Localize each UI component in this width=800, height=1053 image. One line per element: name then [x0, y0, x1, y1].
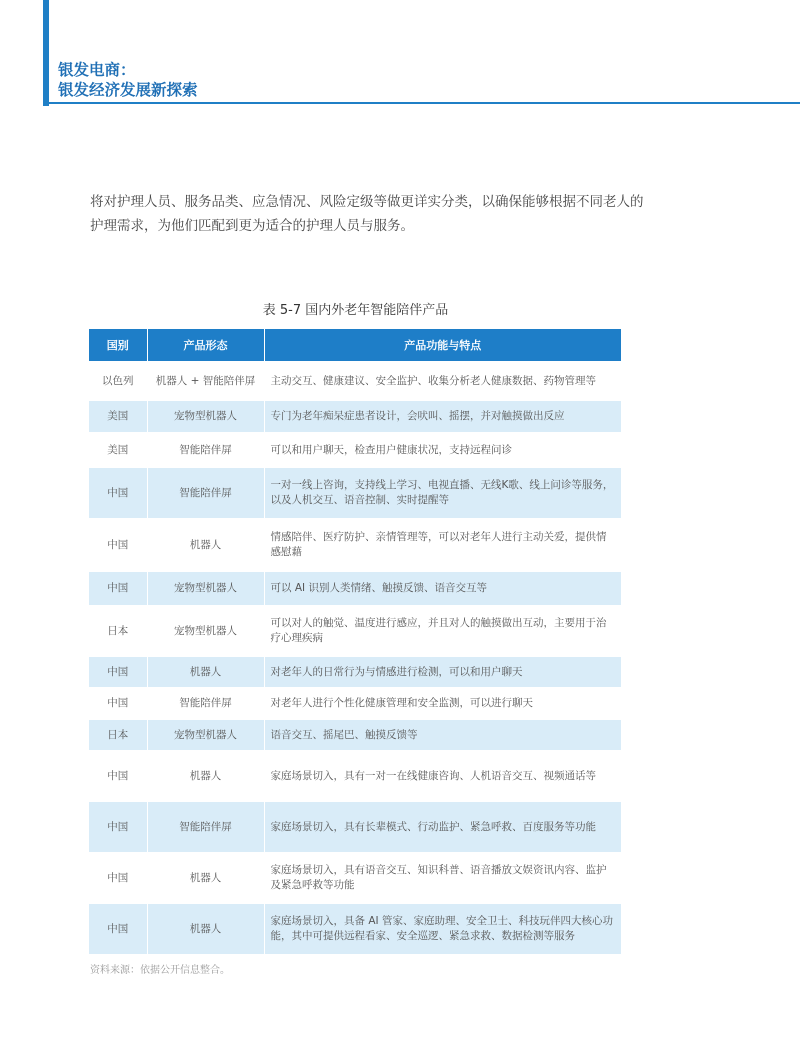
cell-features: 可以和用户聊天，检查用户健康状况，支持远程问诊 — [264, 432, 621, 468]
cell-form: 机器人 + 智能陪伴屏 — [147, 361, 264, 401]
cell-country: 中国 — [89, 802, 147, 852]
intro-paragraph: 将对护理人员、服务品类、应急情况、风险定级等做更详实分类，以确保能够根据不同老人的护理需求，为他们匹配到更为适合的护理人员与服务。 — [90, 194, 644, 234]
table-row — [89, 605, 621, 657]
cell-form: 宠物型机器人 — [147, 605, 264, 657]
table-header — [89, 329, 621, 361]
header-title-line-1: 银发电商： — [58, 61, 136, 79]
table-row — [89, 750, 621, 802]
cell-features: 可以对人的触觉、温度进行感应，并且对人的触摸做出互动，主要用于治疗心理疾病 — [264, 605, 621, 657]
cell-features: 语音交互、摇尾巴、触摸反馈等 — [264, 720, 621, 750]
table-row — [89, 361, 621, 401]
cell-features: 专门为老年痴呆症患者设计，会吠叫、摇摆，并对触摸做出反应 — [264, 401, 621, 432]
cell-country: 日本 — [89, 720, 147, 750]
column-header-country: 国别 — [89, 329, 147, 361]
cell-country: 中国 — [89, 657, 147, 687]
cell-form: 智能陪伴屏 — [147, 468, 264, 518]
cell-country: 美国 — [89, 401, 147, 432]
cell-form: 宠物型机器人 — [147, 401, 264, 432]
header-rule — [49, 102, 800, 104]
cell-country: 中国 — [89, 750, 147, 802]
table-body — [89, 361, 621, 954]
source-note: 资料来源：依据公开信息整合。 — [90, 965, 230, 976]
cell-country: 日本 — [89, 605, 147, 657]
cell-form: 机器人 — [147, 750, 264, 802]
table-caption: 表 5-7 国内外老年智能陪伴产品 — [262, 303, 449, 318]
cell-features: 情感陪伴、医疗防护、亲情管理等，可以对老年人进行主动关爱，提供情感慰藉 — [264, 518, 621, 572]
cell-features: 可以 AI 识别人类情绪、触摸反馈、语音交互等 — [264, 572, 621, 605]
cell-form: 宠物型机器人 — [147, 720, 264, 750]
table-row — [89, 518, 621, 572]
cell-form: 机器人 — [147, 657, 264, 687]
cell-country: 美国 — [89, 432, 147, 468]
column-header-form: 产品形态 — [147, 329, 264, 361]
cell-form: 机器人 — [147, 852, 264, 904]
table-row — [89, 468, 621, 518]
cell-form: 机器人 — [147, 904, 264, 954]
cell-features: 对老年人的日常行为与情感进行检测，可以和用户聊天 — [264, 657, 621, 687]
cell-country: 中国 — [89, 904, 147, 954]
cell-form: 宠物型机器人 — [147, 572, 264, 605]
header-accent-bar — [43, 0, 49, 106]
table-row — [89, 687, 621, 720]
table-row — [89, 802, 621, 852]
cell-form: 机器人 — [147, 518, 264, 572]
cell-form: 智能陪伴屏 — [147, 687, 264, 720]
table-row — [89, 572, 621, 605]
column-header-features: 产品功能与特点 — [264, 329, 621, 361]
cell-country: 中国 — [89, 572, 147, 605]
table-row — [89, 904, 621, 954]
cell-form: 智能陪伴屏 — [147, 802, 264, 852]
table-row — [89, 720, 621, 750]
cell-features: 家庭场景切入，具备 AI 管家、家庭助理、安全卫士、科技玩伴四大核心功能，其中可提供远程看家、安全巡逻、紧急求救、数据检测等服务 — [264, 904, 621, 954]
cell-features: 家庭场景切入，具有长辈模式、行动监护、紧急呼救、百度服务等功能 — [264, 802, 621, 852]
cell-features: 对老年人进行个性化健康管理和安全监测，可以进行聊天 — [264, 687, 621, 720]
table-row — [89, 432, 621, 468]
cell-features: 一对一线上咨询，支持线上学习、电视直播、无线K歌、线上问诊等服务，以及人机交互、语音控制、实时提醒等 — [264, 468, 621, 518]
cell-country: 中国 — [89, 687, 147, 720]
running-header-title — [58, 60, 198, 100]
cell-features: 家庭场景切入，具有语音交互、知识科普、语音播放文娱资讯内容、监护及紧急呼救等功能 — [264, 852, 621, 904]
cell-country: 中国 — [89, 468, 147, 518]
cell-features: 主动交互、健康建议、安全监护、收集分析老人健康数据、药物管理等 — [264, 361, 621, 401]
table-row — [89, 657, 621, 687]
table-row — [89, 401, 621, 432]
table-row — [89, 852, 621, 904]
header-title-line-2: 银发经济发展新探索 — [58, 81, 198, 99]
cell-form: 智能陪伴屏 — [147, 432, 264, 468]
cell-country: 中国 — [89, 852, 147, 904]
product-table — [89, 329, 621, 954]
cell-country: 以色列 — [89, 361, 147, 401]
page-header — [0, 0, 800, 106]
table-header-row — [89, 329, 621, 361]
cell-country: 中国 — [89, 518, 147, 572]
cell-features: 家庭场景切入，具有一对一在线健康咨询、人机语音交互、视频通话等 — [264, 750, 621, 802]
